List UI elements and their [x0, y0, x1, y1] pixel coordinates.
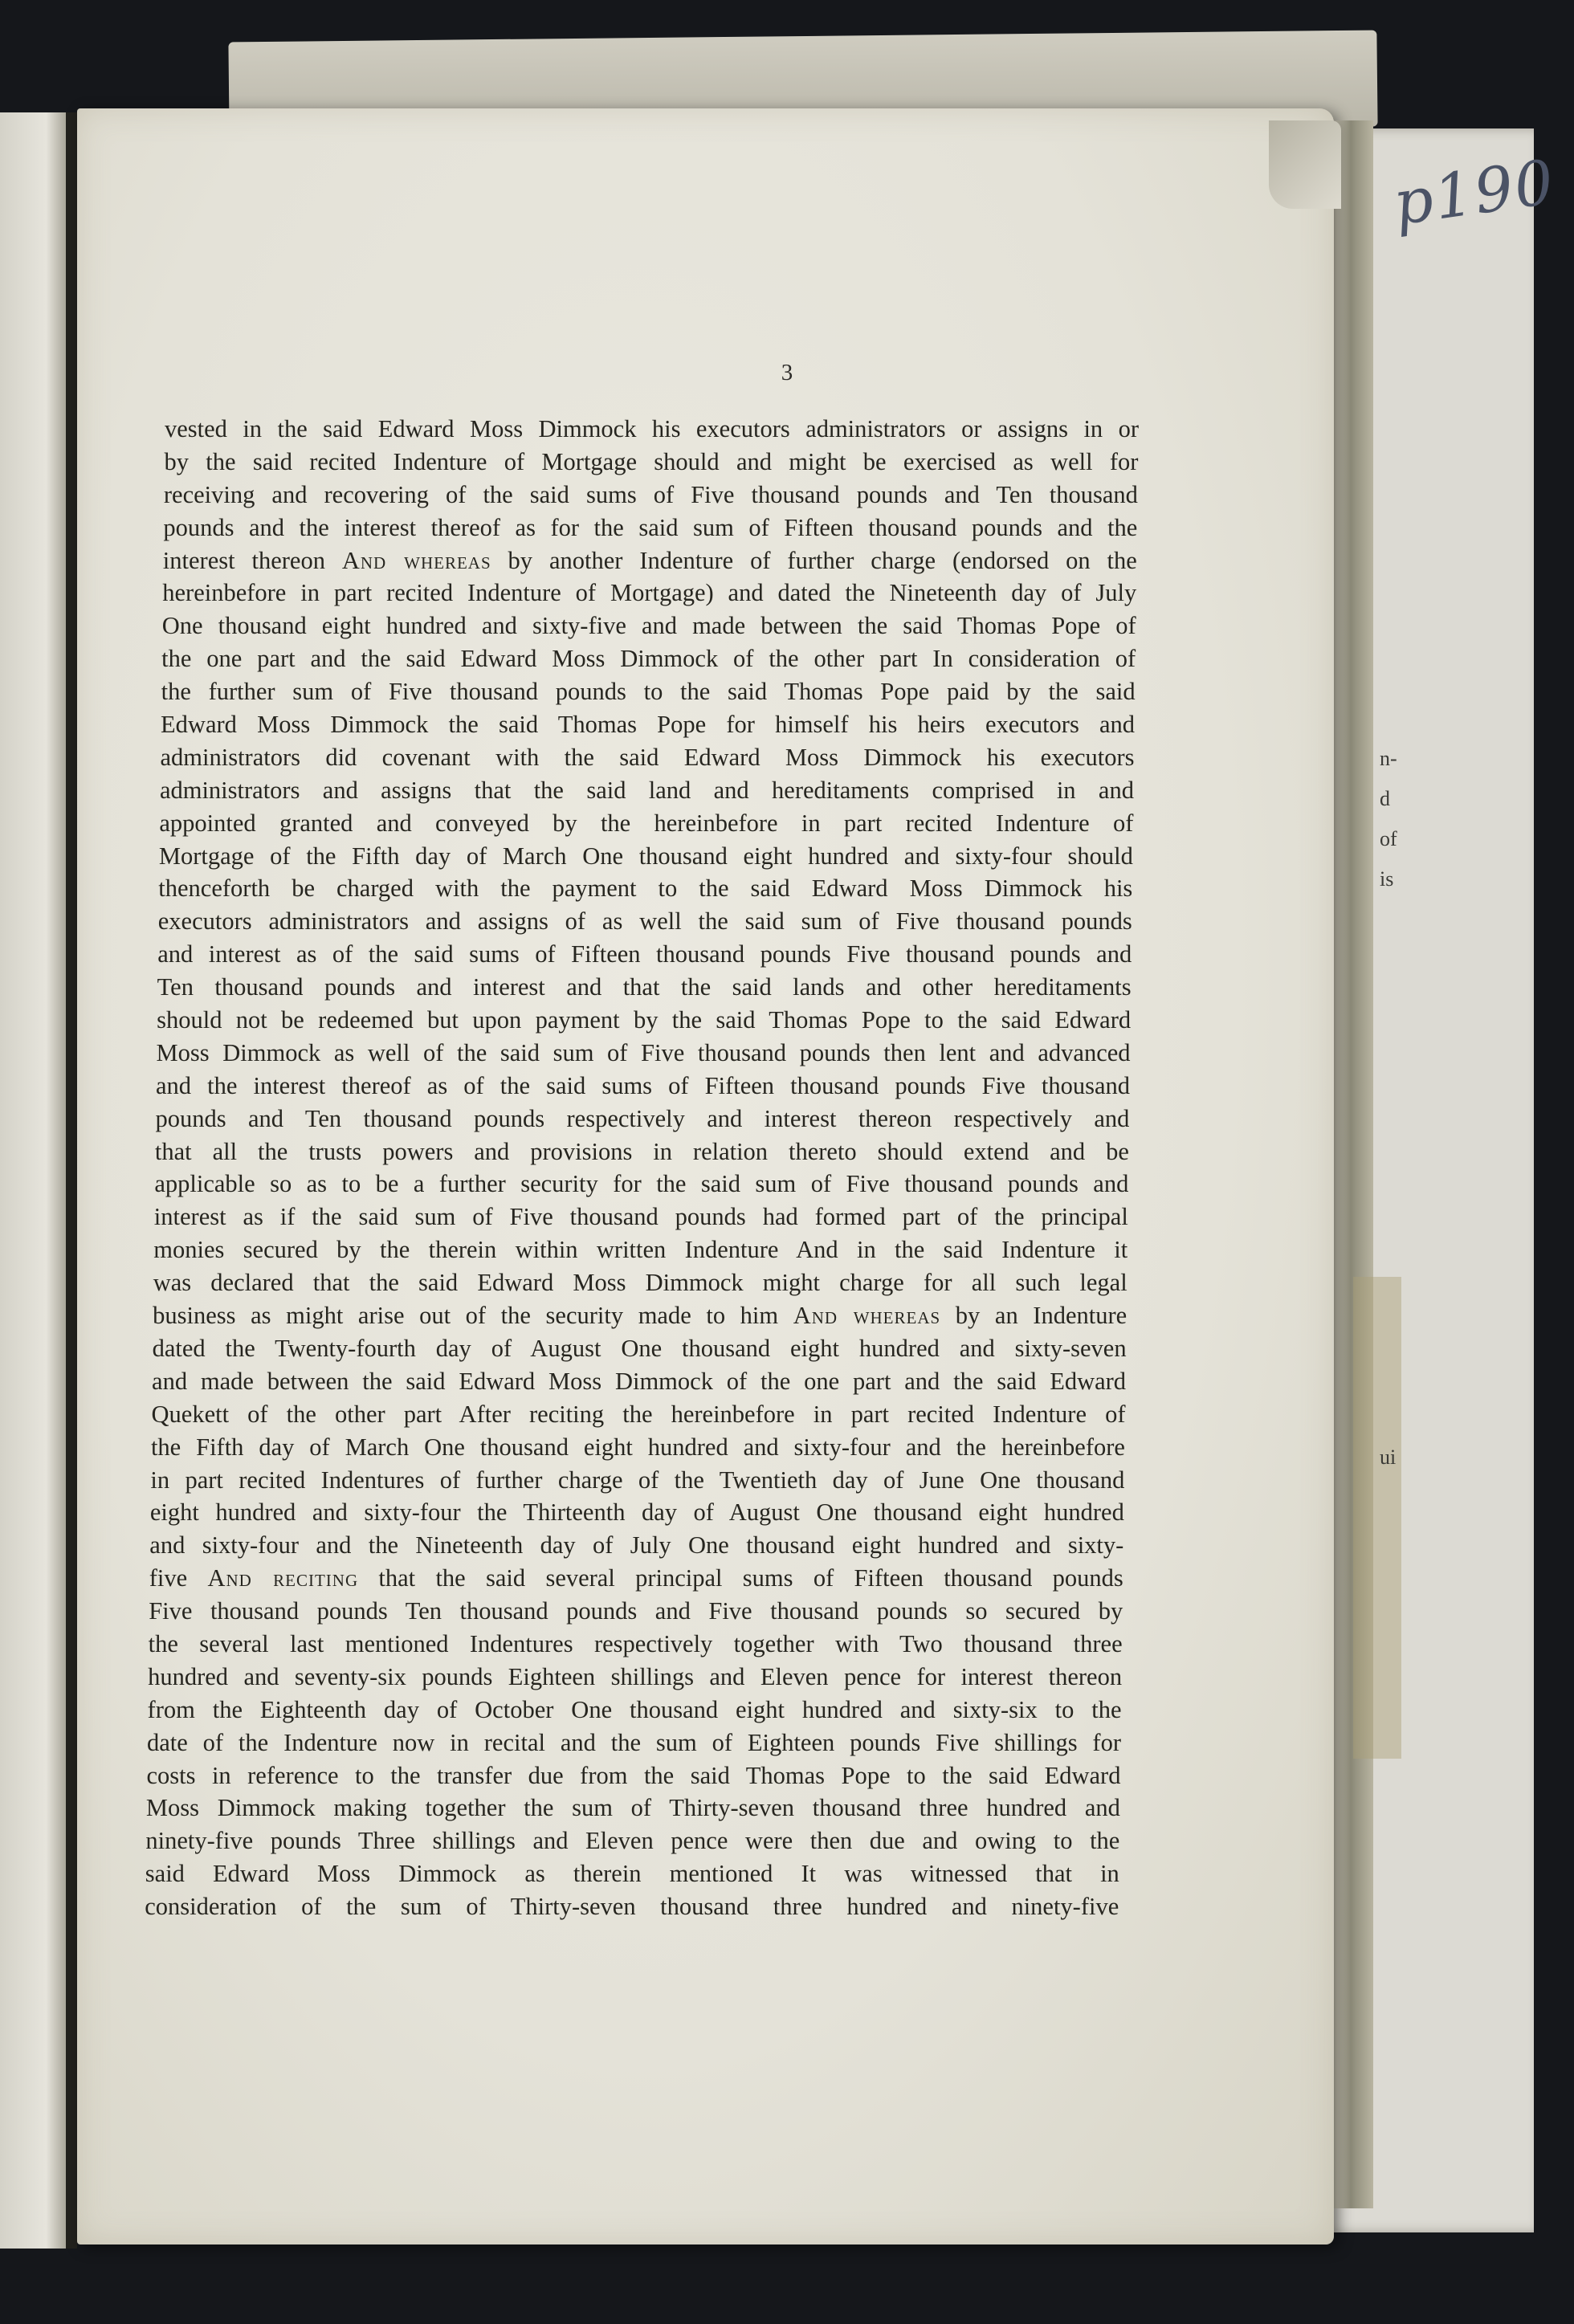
- text-line: and sixty-four and the Nineteenth day of July One thousand eight hundred and sixty-: [149, 1531, 1124, 1560]
- text-line: Moss Dimmock making together the sum of Thirty-seven thousand three hundred and: [145, 1794, 1120, 1822]
- text-line: from the Eighteenth day of October One thousand eight hundred and sixty-six to the: [147, 1695, 1122, 1723]
- text-line: business as might arise out of the security made to him And whereas by an Indenture: [153, 1302, 1127, 1330]
- margin-fragment: ui: [1380, 1445, 1397, 1469]
- text-line: hereinbefore in part recited Indenture of Mortgage) and dated the Nineteenth day of July: [162, 579, 1137, 607]
- text-line: Quekett of the other part After reciting the hereinbefore in part recited Indenture of: [151, 1400, 1126, 1428]
- text-line: dated the Twenty-fourth day of August One thousand eight hundred and sixty-seven: [152, 1334, 1127, 1362]
- handwritten-folio-note: p190: [1388, 145, 1560, 239]
- binding-gutter: [66, 112, 77, 2249]
- text-line: five And reciting that the said several principal sums of Fifteen thousand pounds: [149, 1564, 1123, 1592]
- page-number: 3: [781, 360, 793, 385]
- text-line: thenceforth be charged with the payment to the said Edward Moss Dimmock his: [158, 875, 1133, 903]
- text-line: Five thousand pounds Ten thousand pounds and Five thousand pounds so secured by: [149, 1597, 1123, 1625]
- text-line: costs in reference to the transfer due from the said Thomas Pope to the said Edward: [146, 1761, 1121, 1789]
- text-line: receiving and recovering of the said sums of Five thousand pounds and Ten thousand: [163, 480, 1138, 508]
- text-line: Ten thousand pounds and interest and that the said lands and other hereditaments: [157, 973, 1132, 1001]
- text-line: that all the trusts powers and provisions in relation thereto should extend and be: [154, 1137, 1129, 1165]
- text-line: monies secured by the therein within written Indenture And in the said Indenture it: [153, 1236, 1128, 1264]
- text-line: the one part and the said Edward Moss Dimmock of the other part In consideration of: [161, 645, 1136, 673]
- facing-page-edge: [0, 112, 66, 2249]
- margin-fragment: d: [1380, 787, 1390, 810]
- text-line: the several last mentioned Indentures respectively together with Two thousand three: [148, 1629, 1123, 1657]
- text-line: by the said recited Indenture of Mortgage should and might be exercised as well for: [164, 447, 1139, 475]
- margin-fragment: n-: [1380, 747, 1397, 770]
- text-line: should not be redeemed but upon payment by the said Thomas Pope to the said Edward: [157, 1006, 1132, 1034]
- text-line: in part recited Indentures of further charge of the Twentieth day of June One thousand: [150, 1466, 1125, 1494]
- text-line: said Edward Moss Dimmock as therein mentioned It was witnessed that in: [145, 1860, 1119, 1888]
- text-line: and made between the said Edward Moss Dimmock of the one part and the said Edward: [152, 1367, 1127, 1395]
- text-line: appointed granted and conveyed by the hereinbefore in part recited Indenture of: [159, 809, 1134, 837]
- margin-fragment: is: [1380, 867, 1394, 891]
- text-line: and the interest thereof as of the said sums of Fifteen thousand pounds Five thousand: [156, 1071, 1130, 1099]
- text-line: pounds and Ten thousand pounds respectively and interest thereon respectively and: [155, 1104, 1130, 1132]
- text-line: interest thereon And whereas by another Indenture of further charge (endorsed on the: [162, 546, 1137, 574]
- text-line: pounds and the interest thereof as for the said sum of Fifteen thousand pounds and the: [163, 513, 1138, 541]
- text-line: eight hundred and sixty-four the Thirteenth day of August One thousand eight hundred: [149, 1498, 1124, 1527]
- text-line: the Fifth day of March One thousand eight hundred and sixty-four and the hereinbefore: [150, 1433, 1125, 1461]
- text-line: Mortgage of the Fifth day of March One thousand eight hundred and sixty-four should: [158, 842, 1133, 870]
- text-line: One thousand eight hundred and sixty-five and made between the said Thomas Pope of: [161, 612, 1136, 640]
- text-line: ninety-five pounds Three shillings and Eleven pence were then due and owing to the: [145, 1827, 1120, 1855]
- text-line: administrators did covenant with the said Edward Moss Dimmock his executors: [160, 743, 1135, 771]
- text-line: interest as if the said sum of Five thousand pounds had formed part of the principal: [153, 1203, 1128, 1231]
- text-line: executors administrators and assigns of as well the said sum of Five thousand pounds: [157, 907, 1132, 936]
- text-line: hundred and seventy-six pounds Eighteen shillings and Eleven pence for interest thereon: [148, 1662, 1123, 1690]
- folded-corner: [1269, 120, 1341, 209]
- text-line: administrators and assigns that the said land and hereditaments comprised in and: [159, 776, 1134, 804]
- text-line: applicable so as to be a further security for the said sum of Five thousand pounds and: [154, 1170, 1129, 1198]
- text-line: consideration of the sum of Thirty-seven thousand three hundred and ninety-five: [145, 1893, 1119, 1921]
- margin-fragment: of: [1380, 827, 1397, 850]
- text-line: Moss Dimmock as well of the said sum of Five thousand pounds then lent and advanced: [156, 1038, 1131, 1066]
- body-text: [145, 413, 1139, 1923]
- text-line: vested in the said Edward Moss Dimmock his executors administrators or assigns in or: [165, 415, 1139, 442]
- text-line: date of the Indenture now in recital and the sum of Eighteen pounds Five shillings for: [147, 1728, 1121, 1756]
- text-line: was declared that the said Edward Moss Dimmock might charge for all such legal: [153, 1269, 1127, 1297]
- text-line: the further sum of Five thousand pounds to the said Thomas Pope paid by the said: [161, 678, 1136, 706]
- tape-strip: [1353, 1277, 1401, 1759]
- text-line: and interest as of the said sums of Fifteen thousand pounds Five thousand pounds and: [157, 940, 1132, 968]
- text-line: Edward Moss Dimmock the said Thomas Pope for himself his heirs executors and: [161, 711, 1136, 739]
